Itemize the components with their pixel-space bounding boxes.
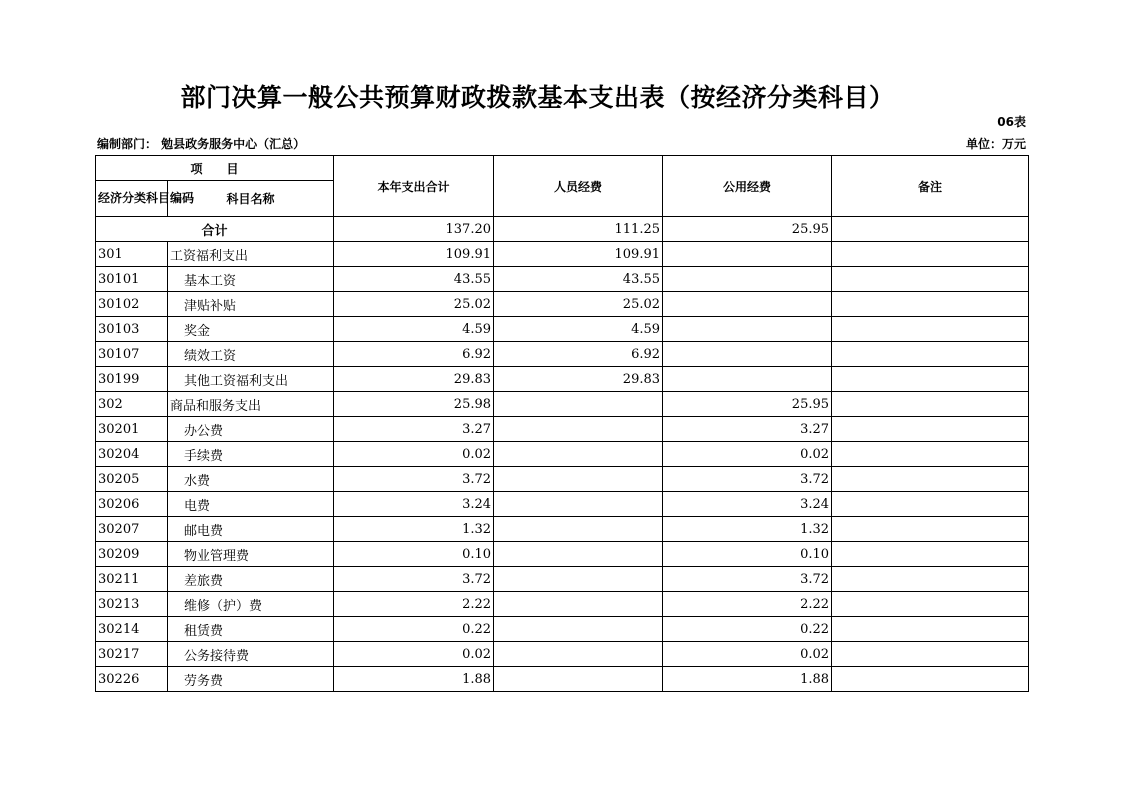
row-name: 水费 bbox=[168, 467, 334, 492]
row-note bbox=[832, 392, 1029, 417]
row-personnel: 43.55 bbox=[494, 267, 663, 292]
row-total: 0.02 bbox=[334, 642, 494, 667]
row-code: 30201 bbox=[96, 417, 168, 442]
row-name: 基本工资 bbox=[168, 267, 334, 292]
row-personnel bbox=[494, 467, 663, 492]
row-public bbox=[663, 317, 832, 342]
row-name: 物业管理费 bbox=[168, 542, 334, 567]
row-name: 其他工资福利支出 bbox=[168, 367, 334, 392]
row-personnel: 6.92 bbox=[494, 342, 663, 367]
row-name: 租赁费 bbox=[168, 617, 334, 642]
row-code: 30217 bbox=[96, 642, 168, 667]
row-total: 6.92 bbox=[334, 342, 494, 367]
row-name: 维修（护）费 bbox=[168, 592, 334, 617]
table-row bbox=[96, 492, 1029, 517]
row-note bbox=[832, 467, 1029, 492]
header-total: 本年支出合计 bbox=[334, 156, 494, 217]
table-row bbox=[96, 392, 1029, 417]
row-personnel bbox=[494, 442, 663, 467]
row-public: 1.88 bbox=[663, 667, 832, 692]
row-public: 3.72 bbox=[663, 567, 832, 592]
row-code: 30103 bbox=[96, 317, 168, 342]
row-note bbox=[832, 317, 1029, 342]
row-total: 0.10 bbox=[334, 542, 494, 567]
row-public: 3.27 bbox=[663, 417, 832, 442]
table-row bbox=[96, 617, 1029, 642]
table-row bbox=[96, 292, 1029, 317]
total-row bbox=[96, 217, 1029, 242]
row-personnel bbox=[494, 517, 663, 542]
total-public: 25.95 bbox=[663, 217, 832, 242]
unit-label: 单位：万元 bbox=[965, 137, 1026, 151]
row-total: 43.55 bbox=[334, 267, 494, 292]
row-personnel bbox=[494, 567, 663, 592]
row-public bbox=[663, 242, 832, 267]
row-code: 30204 bbox=[96, 442, 168, 467]
row-personnel bbox=[494, 542, 663, 567]
row-total: 3.72 bbox=[334, 467, 494, 492]
row-name: 邮电费 bbox=[168, 517, 334, 542]
table-row bbox=[96, 542, 1029, 567]
table-row bbox=[96, 667, 1029, 692]
row-code: 30214 bbox=[96, 617, 168, 642]
row-total: 1.32 bbox=[334, 517, 494, 542]
row-total: 1.88 bbox=[334, 667, 494, 692]
table-row bbox=[96, 367, 1029, 392]
header-item: 项 目 bbox=[96, 156, 334, 181]
row-total: 3.24 bbox=[334, 492, 494, 517]
header-personnel: 人员经费 bbox=[494, 156, 663, 217]
row-code: 30207 bbox=[96, 517, 168, 542]
row-note bbox=[832, 567, 1029, 592]
row-total: 3.72 bbox=[334, 567, 494, 592]
total-personnel: 111.25 bbox=[494, 217, 663, 242]
header-name: 科目名称 bbox=[168, 181, 334, 217]
table-row bbox=[96, 517, 1029, 542]
row-personnel bbox=[494, 667, 663, 692]
row-personnel: 25.02 bbox=[494, 292, 663, 317]
row-note bbox=[832, 492, 1029, 517]
row-code: 30209 bbox=[96, 542, 168, 567]
row-public bbox=[663, 292, 832, 317]
table-row bbox=[96, 267, 1029, 292]
row-note bbox=[832, 642, 1029, 667]
table-row bbox=[96, 567, 1029, 592]
row-name: 绩效工资 bbox=[168, 342, 334, 367]
table-row bbox=[96, 242, 1029, 267]
row-total: 25.02 bbox=[334, 292, 494, 317]
row-code: 30211 bbox=[96, 567, 168, 592]
row-note bbox=[832, 667, 1029, 692]
row-note bbox=[832, 517, 1029, 542]
row-note bbox=[832, 592, 1029, 617]
header-public: 公用经费 bbox=[663, 156, 832, 217]
row-code: 30205 bbox=[96, 467, 168, 492]
row-name: 差旅费 bbox=[168, 567, 334, 592]
header-code: 经济分类科目编码 bbox=[96, 181, 168, 217]
table-row bbox=[96, 467, 1029, 492]
row-note bbox=[832, 417, 1029, 442]
row-name: 工资福利支出 bbox=[168, 242, 334, 267]
row-name: 劳务费 bbox=[168, 667, 334, 692]
row-personnel bbox=[494, 492, 663, 517]
row-name: 商品和服务支出 bbox=[168, 392, 334, 417]
row-total: 0.22 bbox=[334, 617, 494, 642]
row-name: 津贴补贴 bbox=[168, 292, 334, 317]
row-public: 3.72 bbox=[663, 467, 832, 492]
row-public bbox=[663, 342, 832, 367]
row-code: 30199 bbox=[96, 367, 168, 392]
row-total: 4.59 bbox=[334, 317, 494, 342]
table-row bbox=[96, 642, 1029, 667]
row-public: 3.24 bbox=[663, 492, 832, 517]
row-public: 25.95 bbox=[663, 392, 832, 417]
row-personnel bbox=[494, 392, 663, 417]
row-name: 办公费 bbox=[168, 417, 334, 442]
row-code: 301 bbox=[96, 242, 168, 267]
row-total: 29.83 bbox=[334, 367, 494, 392]
row-code: 30226 bbox=[96, 667, 168, 692]
row-total: 0.02 bbox=[334, 442, 494, 467]
row-note bbox=[832, 292, 1029, 317]
row-code: 30102 bbox=[96, 292, 168, 317]
form-number: 06表 bbox=[997, 115, 1026, 129]
row-personnel: 109.91 bbox=[494, 242, 663, 267]
row-personnel bbox=[494, 642, 663, 667]
expenditure-table bbox=[95, 155, 1029, 692]
row-code: 30101 bbox=[96, 267, 168, 292]
row-public: 1.32 bbox=[663, 517, 832, 542]
row-public: 0.10 bbox=[663, 542, 832, 567]
row-personnel bbox=[494, 592, 663, 617]
row-public: 0.02 bbox=[663, 442, 832, 467]
row-public: 0.22 bbox=[663, 617, 832, 642]
row-total: 2.22 bbox=[334, 592, 494, 617]
total-amount: 137.20 bbox=[334, 217, 494, 242]
row-total: 25.98 bbox=[334, 392, 494, 417]
row-public: 0.02 bbox=[663, 642, 832, 667]
row-name: 公务接待费 bbox=[168, 642, 334, 667]
row-personnel bbox=[494, 417, 663, 442]
row-name: 奖金 bbox=[168, 317, 334, 342]
row-code: 30206 bbox=[96, 492, 168, 517]
row-public bbox=[663, 267, 832, 292]
total-label: 合计 bbox=[96, 217, 334, 242]
row-note bbox=[832, 442, 1029, 467]
row-note bbox=[832, 242, 1029, 267]
row-note bbox=[832, 617, 1029, 642]
row-personnel: 4.59 bbox=[494, 317, 663, 342]
page-title: 部门决算一般公共预算财政拨款基本支出表（按经济分类科目） bbox=[180, 83, 895, 112]
table-row bbox=[96, 342, 1029, 367]
row-name: 电费 bbox=[168, 492, 334, 517]
row-personnel bbox=[494, 617, 663, 642]
row-public bbox=[663, 367, 832, 392]
row-code: 30213 bbox=[96, 592, 168, 617]
row-note bbox=[832, 542, 1029, 567]
department-label: 编制部门： 勉县政务服务中心（汇总） bbox=[97, 137, 306, 151]
row-public: 2.22 bbox=[663, 592, 832, 617]
row-name: 手续费 bbox=[168, 442, 334, 467]
table-row bbox=[96, 442, 1029, 467]
row-note bbox=[832, 267, 1029, 292]
row-personnel: 29.83 bbox=[494, 367, 663, 392]
row-code: 30107 bbox=[96, 342, 168, 367]
row-note bbox=[832, 342, 1029, 367]
row-total: 109.91 bbox=[334, 242, 494, 267]
total-note bbox=[832, 217, 1029, 242]
table-row bbox=[96, 592, 1029, 617]
table-row bbox=[96, 317, 1029, 342]
row-note bbox=[832, 367, 1029, 392]
table-row bbox=[96, 417, 1029, 442]
row-code: 302 bbox=[96, 392, 168, 417]
row-total: 3.27 bbox=[334, 417, 494, 442]
header-note: 备注 bbox=[832, 156, 1029, 217]
